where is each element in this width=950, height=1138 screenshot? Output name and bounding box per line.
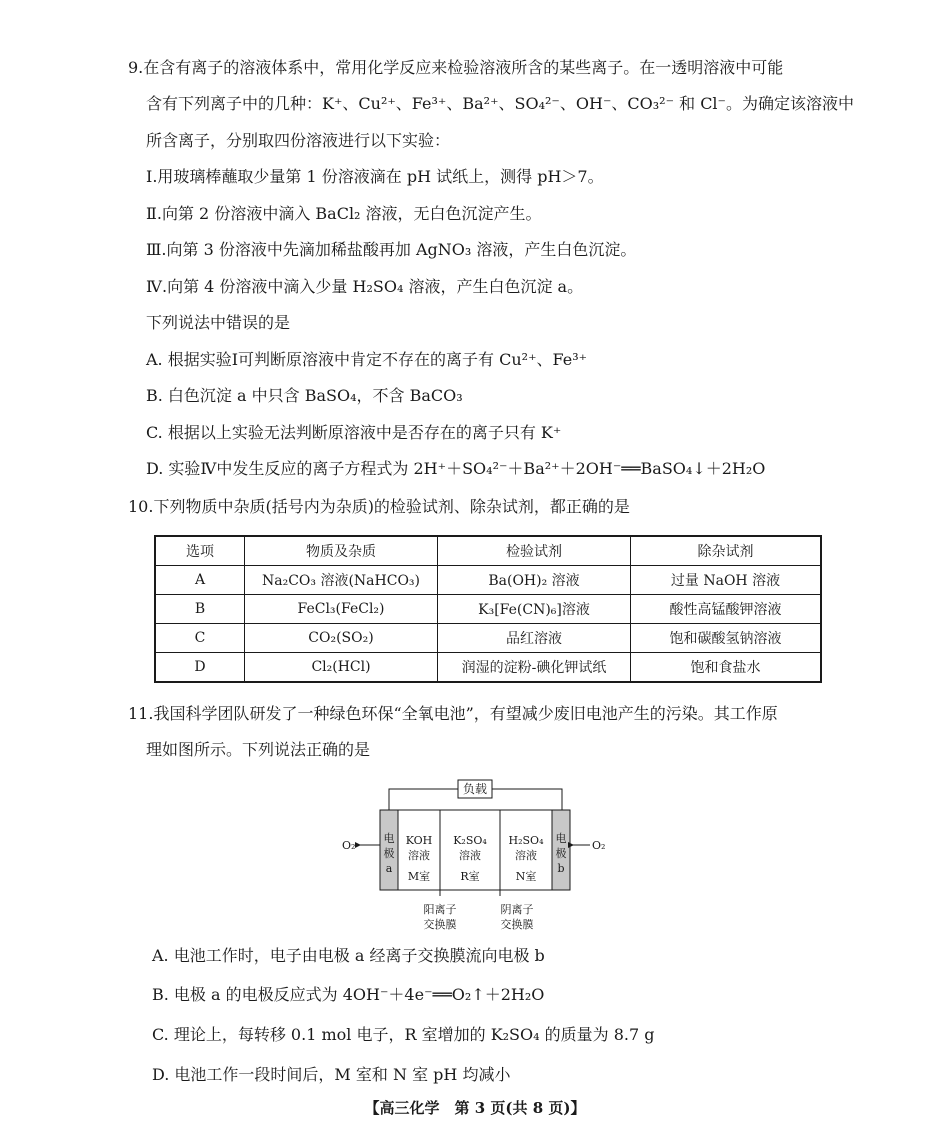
- q9-stem-line3: 所含离子，分别取四份溶液进行以下实验：: [146, 131, 451, 150]
- n-room-label: N室: [515, 870, 537, 883]
- table-cell: K₃[Fe(CN)₆]溶液: [438, 595, 631, 624]
- q9-option-c: C. 根据以上实验无法判断原溶液中是否存在的离子只有 K⁺: [146, 423, 562, 442]
- table-cell: CO₂(SO₂): [245, 624, 438, 653]
- o2-right-label: O₂: [592, 839, 606, 852]
- q9-stem-line2: 含有下列离子中的几种：K⁺、Cu²⁺、Fe³⁺、Ba²⁺、SO₄²⁻、OH⁻、CO₃²⁻ 和 Cl⁻。为确定该溶液中: [146, 94, 854, 113]
- cation-membrane-label: 交换膜: [423, 918, 457, 931]
- q11-stem-line1: 11.我国科学团队研发了一种绿色环保“全氧电池”，有望减少废旧电池产生的污染。其工作原: [128, 704, 778, 723]
- n-room-label: H₂SO₄: [508, 834, 544, 847]
- table-row: [155, 566, 821, 595]
- table-cell: 饱和食盐水: [631, 653, 822, 683]
- anion-membrane-label: 交换膜: [500, 918, 534, 931]
- q9-experiment-1: Ⅰ.用玻璃棒蘸取少量第 1 份溶液滴在 pH 试纸上，测得 pH＞7。: [146, 167, 604, 186]
- table-row: [155, 653, 821, 683]
- table-header: 检验试剂: [438, 536, 631, 566]
- q9-experiment-2: Ⅱ.向第 2 份溶液中滴入 BaCl₂ 溶液，无白色沉淀产生。: [146, 204, 542, 223]
- m-room-label: 溶液: [408, 849, 430, 862]
- electrode-a-label: 电: [383, 832, 395, 845]
- table-cell: 饱和碳酸氢钠溶液: [631, 624, 822, 653]
- table-cell: 过量 NaOH 溶液: [631, 566, 822, 595]
- q11-option-d: D. 电池工作一段时间后，M 室和 N 室 pH 均减小: [152, 1065, 511, 1084]
- q11-option-c: C. 理论上，每转移 0.1 mol 电子，R 室增加的 K₂SO₄ 的质量为 8.7 g: [152, 1025, 655, 1044]
- table-header: 选项: [155, 536, 245, 566]
- table-row: [155, 624, 821, 653]
- table-row: [155, 595, 821, 624]
- r-room-label: K₂SO₄: [453, 834, 487, 847]
- table-cell: B: [155, 595, 245, 624]
- wire-right: [492, 789, 562, 810]
- q9-option-b: B. 白色沉淀 a 中只含 BaSO₄，不含 BaCO₃: [146, 386, 463, 405]
- electrode-b-label: 电: [555, 832, 567, 845]
- table-header: 物质及杂质: [245, 536, 438, 566]
- electrode-a-label: 极: [383, 847, 395, 860]
- q11-stem-line2: 理如图所示。下列说法正确的是: [146, 740, 371, 759]
- r-room-label: R室: [460, 870, 480, 883]
- wire-left: [389, 789, 458, 810]
- table-cell: Cl₂(HCl): [245, 653, 438, 683]
- cation-membrane-label: 阳离子: [423, 903, 457, 916]
- q9-option-a: A. 根据实验Ⅰ可判断原溶液中肯定不存在的离子有 Cu²⁺、Fe³⁺: [146, 350, 588, 369]
- n-room-label: 溶液: [515, 849, 537, 862]
- q9-question: 下列说法中错误的是: [146, 313, 291, 332]
- electrode-b-label: b: [557, 862, 565, 875]
- table-cell: D: [155, 653, 245, 683]
- q9-experiment-3: Ⅲ.向第 3 份溶液中先滴加稀盐酸再加 AgNO₃ 溶液，产生白色沉淀。: [146, 240, 637, 259]
- q11-option-b: B. 电极 a 的电极反应式为 4OH⁻＋4e⁻══O₂↑＋2H₂O: [152, 985, 545, 1004]
- q9-option-d: D. 实验Ⅳ中发生反应的离子方程式为 2H⁺＋SO₄²⁻＋Ba²⁺＋2OH⁻══BaSO₄↓＋2H₂O: [146, 459, 766, 478]
- table-header: 除杂试剂: [631, 536, 822, 566]
- load-label: 负载: [462, 782, 488, 796]
- page-footer: 【高三化学 第 3 页(共 8 页)】: [364, 1099, 586, 1117]
- battery-diagram: [330, 774, 620, 940]
- q11-option-a: A. 电池工作时，电子由电极 a 经离子交换膜流向电极 b: [152, 946, 545, 965]
- q10-table: [154, 535, 822, 683]
- table-cell: Na₂CO₃ 溶液(NaHCO₃): [245, 566, 438, 595]
- table-cell: 酸性高锰酸钾溶液: [631, 595, 822, 624]
- table-header-row: [155, 536, 821, 566]
- r-room-label: 溶液: [459, 849, 481, 862]
- table-cell: A: [155, 566, 245, 595]
- q9-experiment-4: Ⅳ.向第 4 份溶液中滴入少量 H₂SO₄ 溶液，产生白色沉淀 a。: [146, 277, 584, 296]
- table-cell: FeCl₃(FeCl₂): [245, 595, 438, 624]
- anion-membrane-label: 阴离子: [500, 903, 534, 916]
- electrode-b-label: 极: [555, 847, 567, 860]
- electrode-a-label: a: [385, 862, 393, 875]
- q10-stem: 10.下列物质中杂质(括号内为杂质)的检验试剂、除杂试剂，都正确的是: [128, 497, 630, 516]
- table-cell: 品红溶液: [438, 624, 631, 653]
- table-cell: C: [155, 624, 245, 653]
- q9-stem-line1: 9.在含有离子的溶液体系中，常用化学反应来检验溶液所含的某些离子。在一透明溶液中可能: [128, 58, 784, 77]
- table-cell: Ba(OH)₂ 溶液: [438, 566, 631, 595]
- m-room-label: KOH: [405, 834, 433, 847]
- o2-left-label: O₂: [342, 839, 356, 852]
- table-cell: 润湿的淀粉-碘化钾试纸: [438, 653, 631, 683]
- m-room-label: M室: [407, 870, 431, 883]
